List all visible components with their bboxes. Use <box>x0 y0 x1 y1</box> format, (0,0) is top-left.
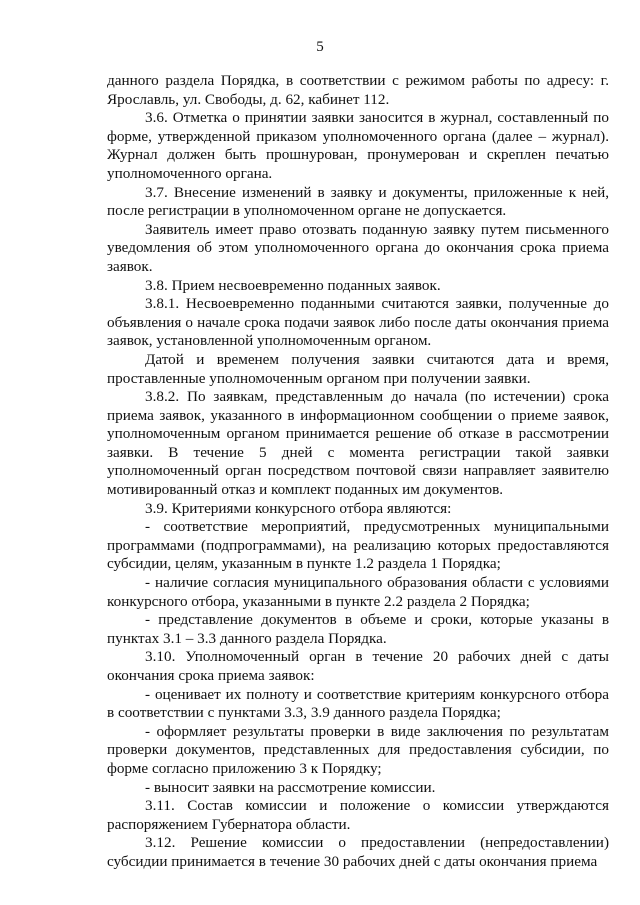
document-body <box>107 72 609 872</box>
paragraph-3-6: 3.6. Отметка о принятии заявки заносится в журнал, составленный по форме, утвержденной приказом уполномоченного органа (далее – журнал). Журнал должен быть прошнурован, пронумерован и скреплен печатью уполномоченного органа. <box>107 109 609 182</box>
paragraph-withdraw-application: Заявитель имеет право отозвать поданную заявку путем письменного уведомления об этом уполномоченного органа до окончания срока приема заявок. <box>107 220 609 275</box>
paragraph-address-continuation: данного раздела Порядка, в соответствии с режимом работы по адресу: г. Ярославль, ул. Свободы, д. 62, кабинет 112. <box>107 72 609 108</box>
paragraph-3-9: 3.9. Критериями конкурсного отбора являются: <box>145 499 452 517</box>
page-number: 5 <box>316 39 324 55</box>
list-item-criterion-1: - соответствие мероприятий, предусмотренных муниципальными программами (подпрограммами), на реализацию которых предоставляются субсидии, целям, указанным в пункте 1.2 раздела 1 Порядка; <box>107 518 609 573</box>
paragraph-3-8: 3.8. Прием несвоевременно поданных заявок. <box>145 276 441 294</box>
list-item-criterion-2: - наличие согласия муниципального образования области с условиями конкурсного отбора, указанными в пункте 2.2 раздела 2 Порядка; <box>107 574 609 610</box>
paragraph-receipt-date: Датой и временем получения заявки считаются дата и время, проставленные уполномоченным органом при получении заявки. <box>107 350 609 387</box>
paragraph-3-8-1: 3.8.1. Несвоевременно поданными считаются заявки, полученные до объявления о начале срока подачи заявок либо после даты окончания приема заявок, установленной уполномоченным органом. <box>107 295 609 350</box>
paragraph-3-11: 3.11. Состав комиссии и положение о комиссии утверждаются распоряжением Губернатора области. <box>107 797 609 833</box>
paragraph-3-7: 3.7. Внесение изменений в заявку и документы, приложенные к ней, после регистрации в уполномоченном органе не допускается. <box>107 183 609 220</box>
paragraph-3-12: 3.12. Решение комиссии о предоставлении (непредоставлении) субсидии принимается в течение 30 рабочих дней с даты окончания приема <box>107 834 609 870</box>
list-item-criterion-3: - представление документов в объеме и сроки, которые указаны в пунктах 3.1 – 3.3 данного раздела Порядка. <box>107 611 609 647</box>
list-item-action-1: - оценивает их полноту и соответствие критериям конкурсного отбора в соответствии с пунктами 3.3, 3.9 данного раздела Порядка; <box>107 685 609 722</box>
list-item-action-2: - оформляет результаты проверки в виде заключения по результатам проверки документов, представленных для предоставления субсидии, по форме согласно приложению 3 к Порядку; <box>107 722 609 777</box>
paragraph-3-8-2: 3.8.2. По заявкам, представленным до начала (по истечении) срока приема заявок, указанного в информационном сообщении о приеме заявок, уполномоченным органом принимается решение об отказе в рассмотрении заявки. В течение 5 дней с момента регистрации такой заявки уполномоченный орган посредством почтовой связи направляет заявителю мотивированный отказ и комплект поданных им документов. <box>107 388 609 499</box>
paragraph-3-10: 3.10. Уполномоченный орган в течение 20 рабочих дней с даты окончания срока приема заявок: <box>107 648 609 684</box>
list-item-action-3: - выносит заявки на рассмотрение комиссии. <box>145 778 436 796</box>
